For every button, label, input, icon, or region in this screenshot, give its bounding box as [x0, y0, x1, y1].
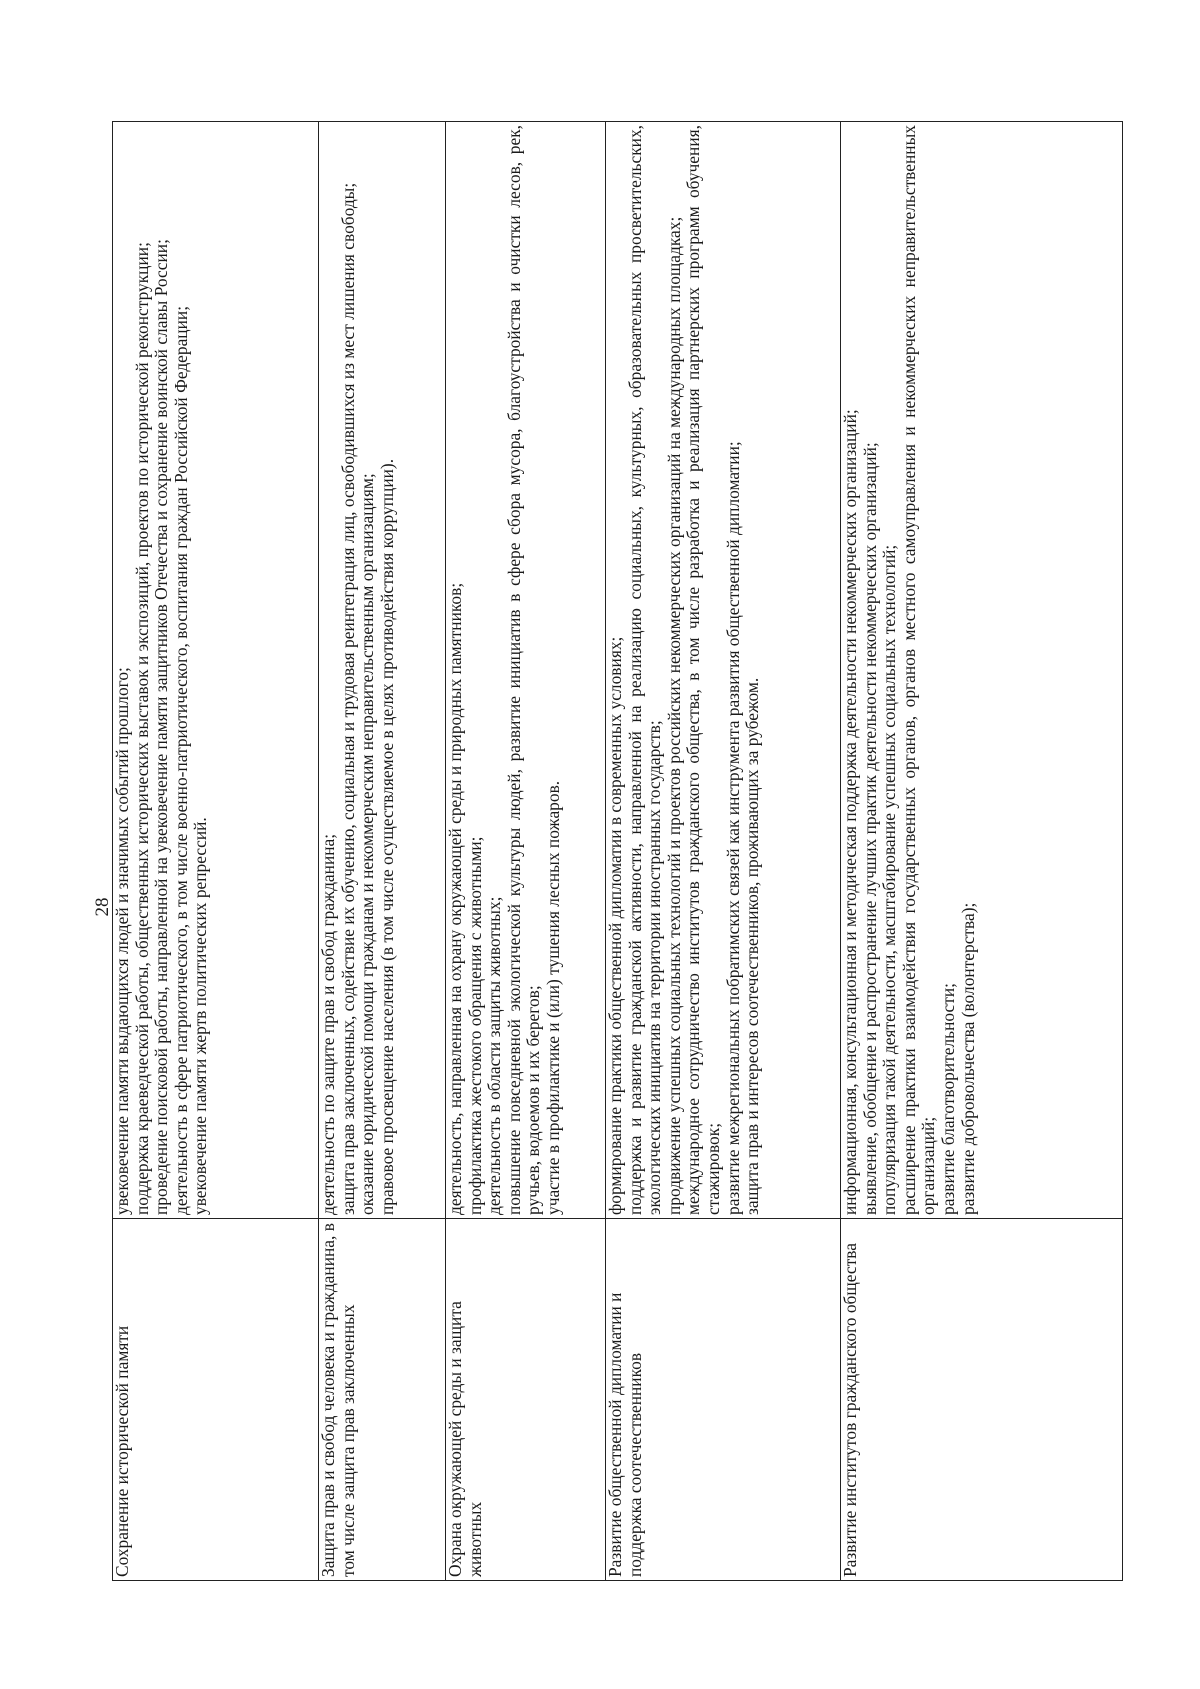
table-row [319, 122, 446, 1581]
area-cell [113, 1219, 319, 1581]
table-row [113, 122, 319, 1581]
area-title: Охрана окружающей среды и защита животных [445, 1301, 485, 1577]
area-title: Сохранение исторической памяти [112, 1325, 132, 1577]
list-item: развитие межрегиональных побратимских связей как инструмента развития общественной дипломатии; [722, 441, 743, 1215]
list-item: деятельность в области защиты животных; [484, 896, 505, 1215]
area-title: Развитие общественной дипломатии и поддержка соотечественников [605, 1292, 645, 1577]
area-cell [841, 1219, 1123, 1581]
list-item: выявление, обобщение и распространение лучших практик деятельности некоммерческих организаций; [859, 442, 880, 1215]
list-item: деятельность в сфере патриотического, в том числе военно-патриотического, воспитания граждан Российской Федерации; [170, 305, 191, 1215]
list-item: правовое просвещение населения (в том числе осуществляемое в целях противодействия коррупции). [376, 458, 397, 1215]
table-row [606, 122, 841, 1581]
list-item: поддержка краеведческой работы, общественных исторических выставок и экспозиций, проектов по исторической реконструкции; [131, 242, 152, 1215]
items-cell [113, 122, 319, 1219]
list-item: деятельность по защите прав и свобод гражданина; [318, 833, 338, 1215]
list-item: расширение практики взаимодействия государственных органов, органов местного самоуправления и некоммерческих неправительственных организаций; [898, 125, 939, 1215]
area-cell [606, 1219, 841, 1581]
list-item: увековечение памяти выдающихся людей и значимых событий прошлого; [112, 667, 132, 1215]
items-cell [606, 122, 841, 1219]
area-cell [319, 1219, 446, 1581]
list-item: защита прав заключенных, содействие их обучению, социальная и трудовая реинтеграция лиц, освободившихся из мест лишения свободы; [337, 182, 358, 1215]
list-item: продвижение успешных социальных технологий и проектов российских некоммерческих организаций на международных площадках; [663, 216, 684, 1215]
table-row [841, 122, 1123, 1581]
list-item: защита прав и интересов соотечественников, проживающих за рубежом. [742, 677, 763, 1215]
area-cell [446, 1219, 606, 1581]
table-row [446, 122, 606, 1581]
list-item: проведение поисковой работы, направленной на увековечение памяти защитников Отечества и сохранение воинской славы России; [151, 239, 172, 1215]
area-title: Развитие институтов гражданского общества [840, 1243, 860, 1577]
list-item: развитие благотворительности; [937, 983, 958, 1215]
list-item: повышение повседневной экологической культуры людей, развитие инициатив в сфере сбора мусора, благоустройства и очистки лесов, рек, ручьев, водоемов и их берегов; [503, 125, 544, 1215]
list-item: оказание юридической помощи гражданам и некоммерческим неправительственным организациям; [357, 473, 378, 1215]
area-title: Защита прав и свобод человека и гражданина, в том числе защита прав заключенных [318, 1223, 358, 1577]
list-item: участие в профилактике и (или) тушения лесных пожаров. [542, 780, 563, 1215]
list-item: формирование практики общественной дипломатии в современных условиях; [605, 636, 625, 1215]
list-item: поддержка и развитие гражданской активности, направленной на реализацию социальных, культурных, образовательных просветительских, экологических инициатив на территории иностранных государств; [624, 125, 665, 1215]
items-cell [841, 122, 1123, 1219]
list-item: увековечение памяти жертв политических репрессий. [190, 817, 211, 1215]
list-item: деятельность, направленная на охрану окружающей среды и природных памятников; [445, 582, 465, 1215]
list-item: развитие добровольчества (волонтерства); [957, 902, 978, 1215]
list-item: международное сотрудничество институтов гражданского общества, в том числе разработка и реализация партнерских программ обучения, стажировок; [683, 125, 723, 1215]
list-item: информационная, консультационная и методическая поддержка деятельности некоммерческих организаций; [840, 409, 860, 1215]
items-cell [319, 122, 446, 1219]
list-item: популяризация такой деятельности, масштабирование успешных социальных технологий; [879, 544, 900, 1215]
directions-table [112, 121, 1123, 1581]
list-item: профилактика жестокого обращения с животными; [464, 836, 485, 1215]
items-cell [446, 122, 606, 1219]
page-number: 28 [92, 897, 113, 917]
